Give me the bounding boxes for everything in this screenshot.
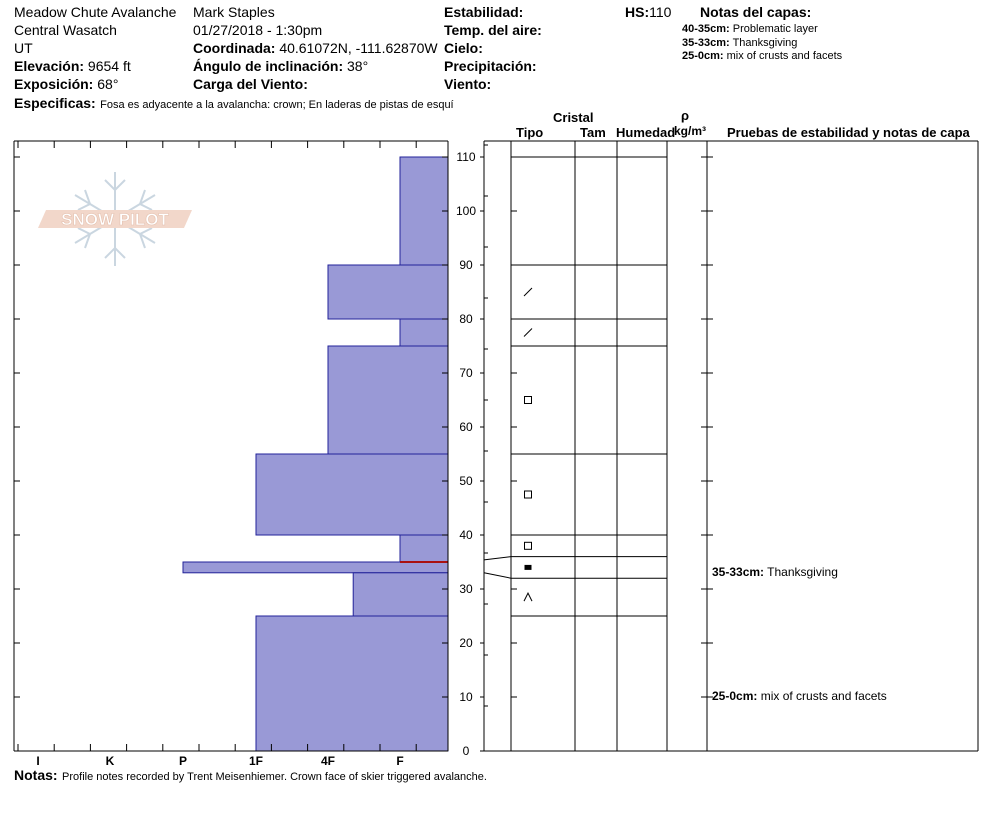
location-name: Meadow Chute Avalanche: [14, 4, 177, 20]
layer-note-range: 40-35cm:: [682, 23, 730, 35]
size-header: Tam: [580, 125, 606, 140]
crystal-symbol-decomposing-fragments: [524, 329, 532, 337]
depth-tick-label: 110: [456, 150, 476, 164]
crystal-symbol-faceted: [525, 397, 532, 404]
sky-label: Cielo:: [444, 40, 483, 56]
state-name: UT: [14, 40, 33, 56]
coord-value: 40.61072N, -111.62870W: [279, 40, 438, 56]
tests-header: Pruebas de estabilidad y notas de capa: [727, 125, 970, 140]
depth-tick-label: 100: [455, 204, 477, 218]
crystal-symbol-faceted-rounded: [525, 565, 532, 570]
hs-label: HS:: [625, 4, 650, 20]
layer-note-range: 35-33cm:: [682, 37, 730, 49]
layer-note-text: Thanksgiving: [732, 37, 798, 49]
hs-value: 110: [649, 4, 672, 20]
hardness-bar: [400, 319, 448, 346]
layer-note-text: Problematic layer: [732, 23, 818, 35]
depth-tick-label: 70: [459, 366, 473, 380]
hardness-tick-label: 4F: [320, 754, 336, 768]
crystal-header: Cristal: [553, 110, 594, 125]
elevation-label: Elevación:: [14, 58, 85, 74]
aspect-label: Exposición:: [14, 76, 94, 92]
hardness-bar: [183, 562, 448, 573]
wind-label: Viento:: [444, 76, 492, 92]
layer-connector: [484, 557, 511, 560]
crystal-symbol-decomposing-fragments: [524, 288, 532, 296]
hardness-bar: [328, 265, 448, 319]
crystal-symbol-depth-hoar: [524, 593, 532, 601]
hardness-tick-label: K: [105, 754, 115, 768]
specifics-value: Fosa es adyacente a la avalancha: crown; En laderas de pistas de esquí: [100, 99, 454, 111]
test-note-range: 35-33cm:: [712, 564, 765, 579]
datetime: 01/27/2018 - 1:30pm: [193, 22, 323, 38]
test-note-text: mix of crusts and facets: [760, 689, 887, 703]
hardness-bar: [328, 346, 448, 454]
footer-text: Profile notes recorded by Trent Meisenhiemer. Crown face of skier triggered avalanche.: [62, 771, 487, 783]
snowpilot-logo: [38, 172, 192, 266]
depth-tick-label: 80: [459, 312, 473, 326]
depth-tick-label: 0: [462, 744, 470, 758]
incline-value: 38°: [347, 58, 369, 74]
crystal-symbol-faceted: [525, 542, 532, 549]
precip-label: Precipitación:: [444, 58, 537, 74]
depth-tick-label: 50: [459, 474, 473, 488]
layer-notes-title: Notas del capas:: [700, 4, 812, 20]
layer-connector: [484, 573, 511, 578]
layer-note-text: mix of crusts and facets: [726, 50, 843, 62]
depth-tick-label: 30: [459, 582, 473, 596]
layer-note-range: 25-0cm:: [682, 50, 724, 62]
elevation-value: 9654 ft: [87, 58, 131, 74]
incline-label: Ángulo de inclinación:: [193, 58, 344, 74]
logo-text: SNOW PILOT: [61, 210, 169, 229]
test-note-range: 25-0cm:: [712, 689, 758, 703]
hardness-tick-label: P: [178, 754, 188, 768]
air-temp-label: Temp. del aire:: [444, 22, 542, 38]
range-name: Central Wasatch: [14, 22, 117, 38]
wind-load-label: Carga del Viento:: [193, 76, 308, 92]
coord-label: Coordinada:: [193, 40, 276, 56]
hardness-bar: [400, 157, 448, 265]
depth-tick-label: 90: [459, 258, 473, 272]
depth-tick-label: 10: [459, 690, 473, 704]
type-header: Tipo: [516, 125, 544, 140]
depth-tick-label: 40: [459, 528, 473, 542]
hardness-tick-label: I: [36, 754, 40, 768]
hardness-bar: [353, 573, 448, 616]
rho-header: ρ: [681, 108, 690, 123]
footer-label: Notas:: [14, 767, 58, 783]
test-note-text: Thanksgiving: [767, 564, 838, 579]
observer: Mark Staples: [193, 4, 275, 20]
stability-label: Estabilidad:: [444, 4, 524, 20]
hardness-bar: [256, 616, 448, 751]
depth-tick-label: 20: [459, 636, 473, 650]
specifics-label: Especificas:: [14, 95, 96, 111]
density-unit-header: kg/m³: [674, 124, 707, 138]
hardness-bar: [400, 535, 448, 562]
aspect-value: 68°: [97, 76, 119, 92]
crystal-symbol-faceted: [525, 491, 532, 498]
depth-tick-label: 60: [459, 420, 473, 434]
hardness-tick-label: F: [396, 754, 404, 768]
hardness-bar: [256, 454, 448, 535]
humidity-header: Humedad: [616, 125, 676, 140]
hardness-tick-label: 1F: [248, 754, 264, 768]
